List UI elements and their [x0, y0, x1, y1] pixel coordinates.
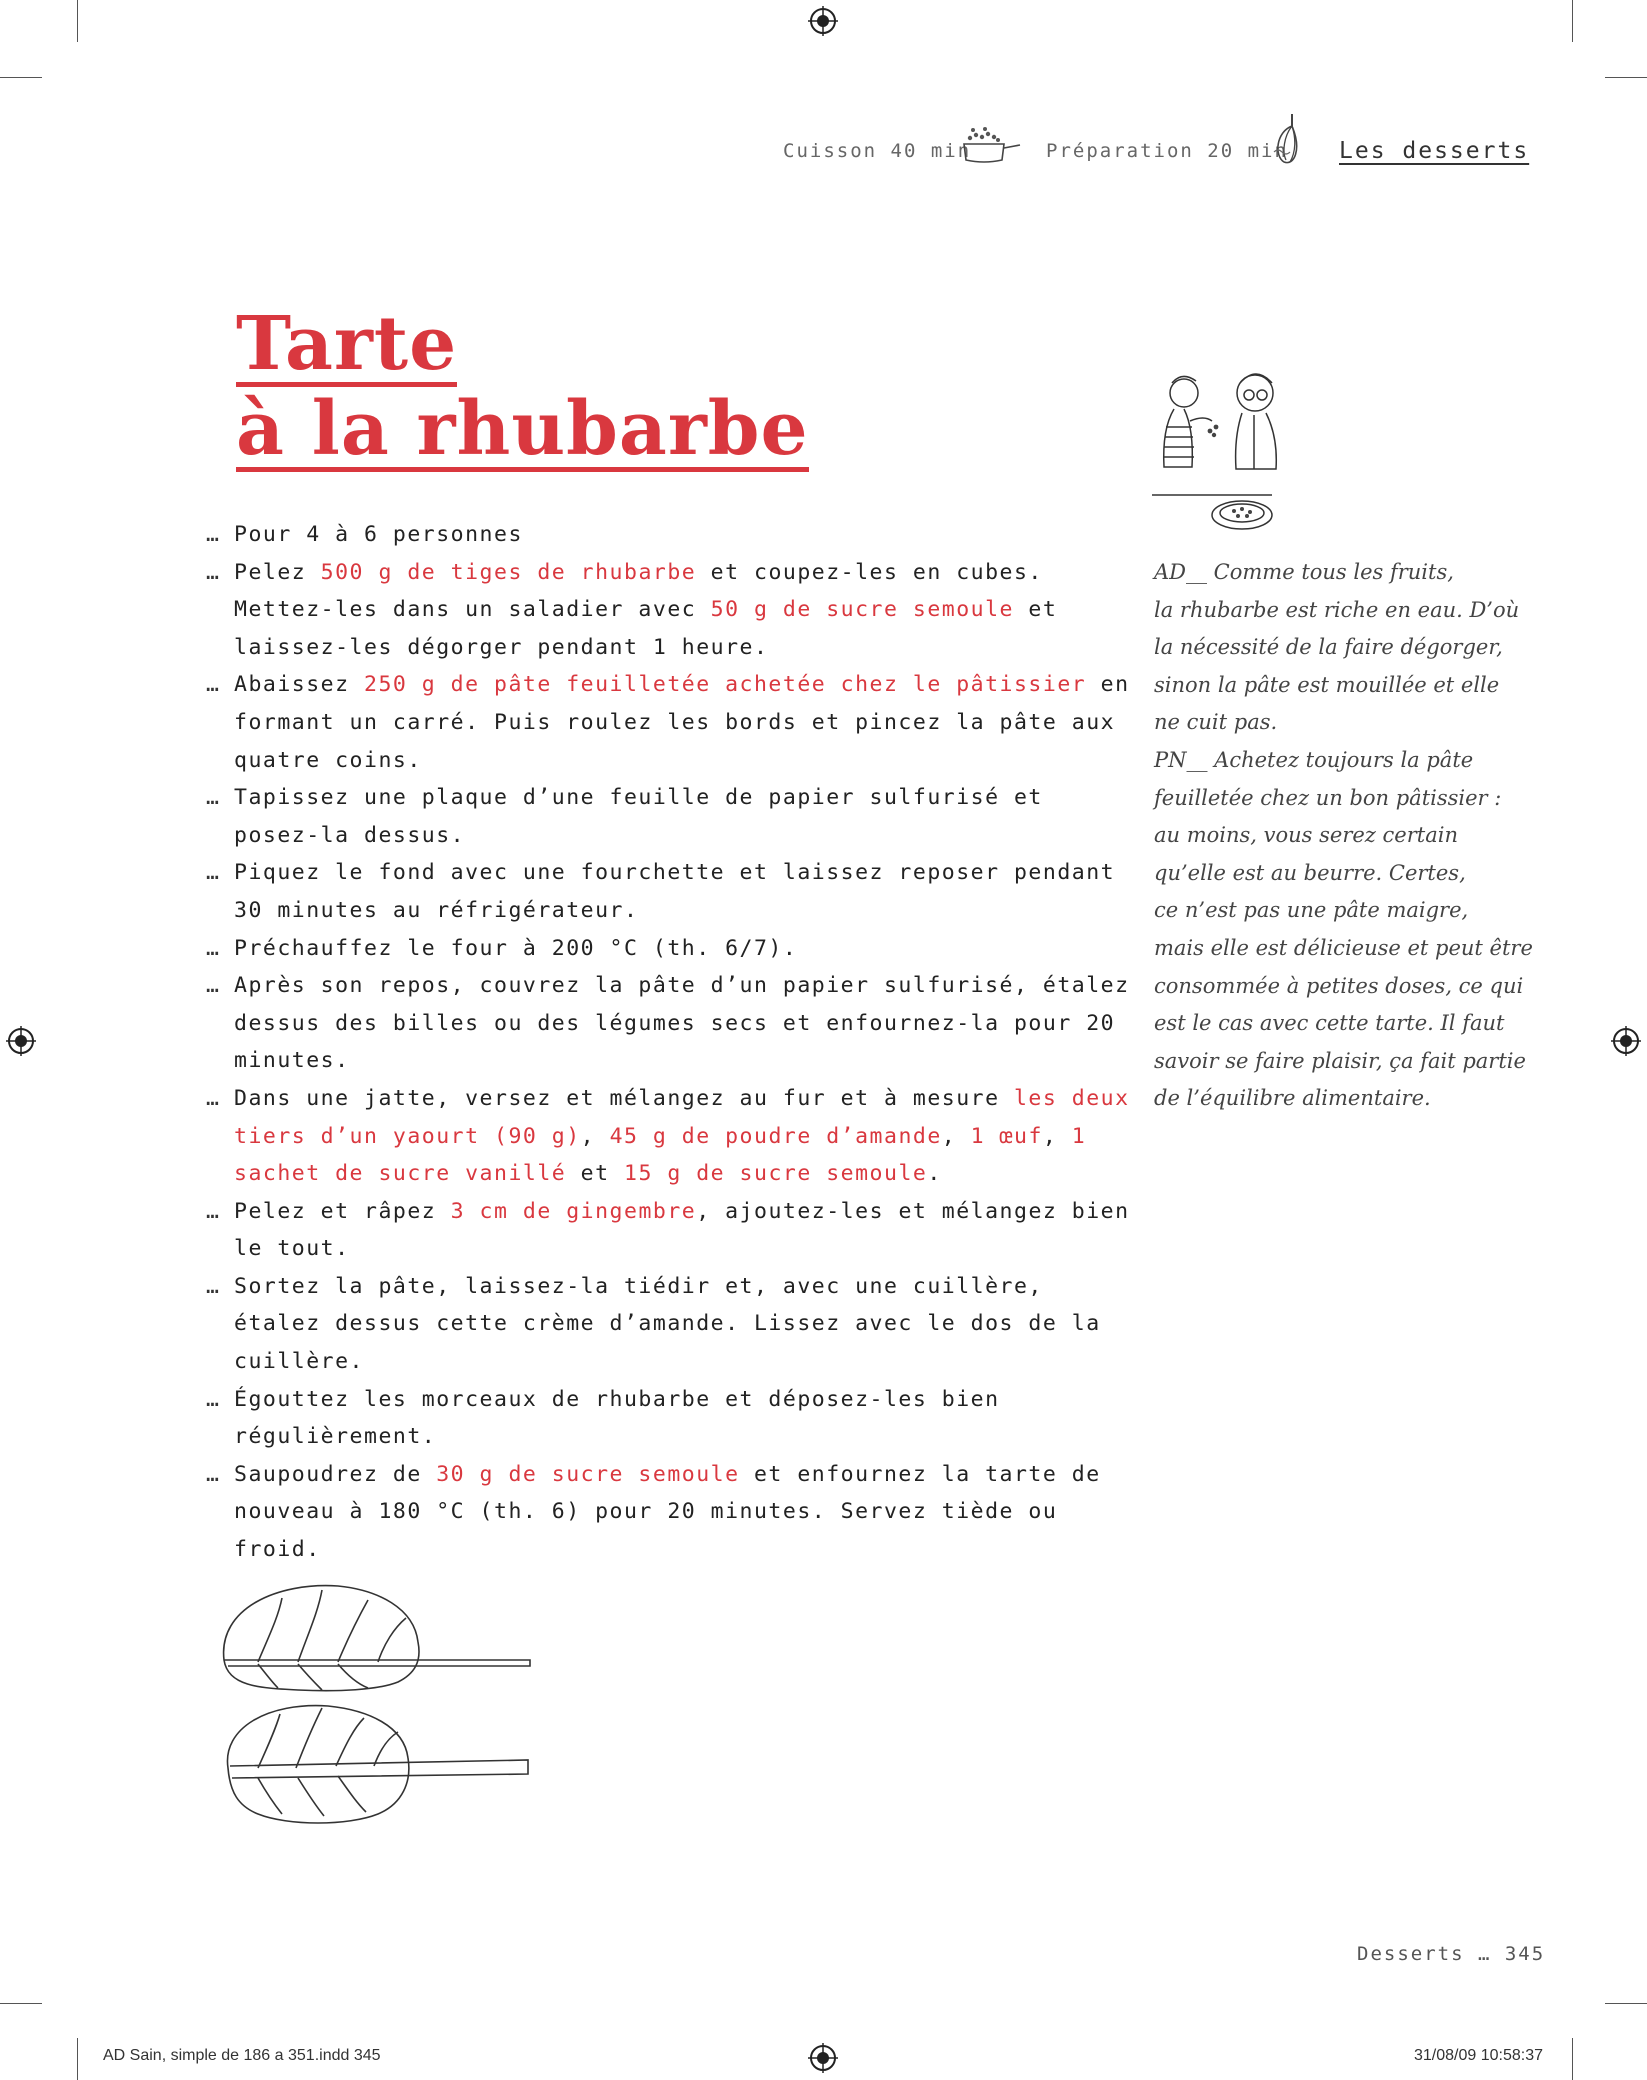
step-text: Après son repos, couvrez la pâte d’un papier sulfurisé, étalez dessus des billes ou des légumes secs et enfournez-la pour 20 minutes. — [234, 973, 1130, 1074]
recipe-step — [206, 967, 1136, 1080]
cooking-time: Cuisson 40 min — [783, 140, 972, 162]
step-bullet: … — [206, 1461, 221, 1487]
recipe-steps — [206, 516, 1136, 1569]
rhubarb-leaves-illustration — [218, 1578, 538, 1838]
crop-mark — [1572, 2038, 1573, 2080]
section-title: Les desserts — [1339, 138, 1530, 164]
note-line: ne cuit pas. — [1154, 710, 1278, 735]
recipe-step — [206, 516, 1136, 554]
step-text: . — [927, 1161, 942, 1187]
ingredient-highlight: 250 g de pâte feuilletée achetée chez le pâtissier — [364, 672, 1087, 698]
pot-icon — [958, 126, 1022, 166]
ingredient-highlight: 1 œuf — [970, 1123, 1043, 1149]
step-text: et laissez-les dégorger pendant 1 heure. — [234, 597, 1058, 660]
registration-mark-icon — [1611, 1026, 1641, 1056]
crop-mark — [1605, 77, 1647, 78]
step-text: en formant un carré. Puis roulez les bords et pincez la pâte aux quatre coins. — [234, 672, 1130, 773]
note-line: consommée à petites doses, ce qui — [1154, 973, 1524, 998]
recipe-step — [206, 1268, 1136, 1381]
note-line: ce n’est pas une pâte maigre, — [1154, 898, 1469, 923]
step-text: , — [580, 1123, 610, 1149]
recipe-step — [206, 779, 1136, 854]
step-bullet: … — [206, 1273, 221, 1299]
step-text: Abaissez — [234, 672, 364, 698]
step-text: Préchauffez le four à 200 °C (th. 6/7). — [234, 935, 798, 961]
note-line: qu’elle est au beurre. Certes, — [1154, 860, 1466, 885]
step-text: Égouttez les morceaux de rhubarbe et déposez-les bien régulièrement. — [234, 1386, 1000, 1450]
recipe-step — [206, 930, 1136, 968]
crop-mark — [1605, 2003, 1647, 2004]
ingredient-highlight: 15 g de sucre semoule — [624, 1161, 928, 1187]
ingredient-highlight: les deux tiers d’un yaourt (90 g) — [234, 1085, 1130, 1149]
step-bullet: … — [206, 1198, 221, 1224]
note-line: de l’équilibre alimentaire. — [1154, 1086, 1431, 1111]
step-bullet: … — [206, 672, 221, 698]
step-bullet: … — [206, 1386, 221, 1412]
characters-illustration — [1150, 365, 1300, 545]
ingredient-highlight: 500 g de tiges de rhubarbe — [320, 559, 697, 585]
step-text: et — [566, 1161, 624, 1187]
crop-mark — [77, 2038, 78, 2080]
recipe-step — [206, 554, 1136, 667]
step-text: Pelez et râpez — [234, 1198, 451, 1224]
note-line: la nécessité de la faire dégorger, — [1154, 635, 1503, 660]
slug-filename: AD Sain, simple de 186 a 351.indd 345 — [103, 2047, 381, 2064]
crop-mark — [1572, 0, 1573, 42]
note-line: AD__ Comme tous les fruits, — [1154, 560, 1454, 584]
ingredient-highlight: 30 g de sucre semoule — [436, 1461, 740, 1487]
registration-mark-icon — [808, 6, 838, 36]
ingredient-highlight: 3 cm de gingembre — [450, 1198, 697, 1224]
step-bullet: … — [206, 973, 221, 999]
title-line-1: Tarte — [236, 301, 458, 387]
crop-mark — [0, 77, 42, 78]
step-bullet: … — [206, 935, 221, 961]
step-bullet: … — [206, 559, 221, 585]
note-line: est le cas avec cette tarte. Il faut — [1154, 1011, 1505, 1036]
recipe-step — [206, 1381, 1136, 1456]
step-text: , ajoutez-les et mélangez bien le tout. — [234, 1198, 1130, 1262]
prep-time: Préparation 20 min — [1046, 140, 1288, 162]
step-text: et coupez-les en cubes. Mettez-les dans un saladier avec — [234, 559, 1043, 623]
crop-mark — [77, 0, 78, 42]
registration-mark-icon — [808, 2043, 838, 2073]
note-line: sinon la pâte est mouillée et elle — [1154, 672, 1500, 697]
recipe-step — [206, 1456, 1136, 1569]
note-line: au moins, vous serez certain — [1154, 823, 1458, 848]
step-text: Sortez la pâte, laissez-la tiédir et, avec une cuillère, étalez dessus cette crème d’amande. Lissez avec le dos de la cuillère. — [234, 1273, 1101, 1375]
step-text: Piquez le fond avec une fourchette et laissez reposer pendant 30 minutes au réfrigérateur. — [234, 860, 1116, 923]
step-bullet: … — [206, 522, 221, 547]
step-text: , — [1042, 1123, 1072, 1149]
step-text: et enfournez la tarte de nouveau à 180 °C (th. 6) pour 20 minutes. Servez tiède ou froid. — [234, 1461, 1101, 1563]
title-line-2: à la rhubarbe — [236, 386, 809, 472]
whisk-icon — [1270, 112, 1304, 166]
step-text: Dans une jatte, versez et mélangez au fur et à mesure — [234, 1085, 1014, 1111]
side-notes — [1154, 554, 1533, 1118]
slug-timestamp: 31/08/09 10:58:37 — [1414, 2047, 1544, 2064]
step-text: Pelez — [234, 559, 321, 585]
step-text: Tapissez une plaque d’une feuille de papier sulfurisé et posez-la dessus. — [234, 785, 1043, 848]
note-line: la rhubarbe est riche en eau. D’où — [1154, 597, 1520, 622]
registration-mark-icon — [6, 1026, 36, 1056]
recipe-step — [206, 854, 1136, 929]
recipe-title — [236, 302, 809, 472]
recipe-step — [206, 1193, 1136, 1268]
ingredient-highlight: 45 g de poudre d’amande — [609, 1123, 942, 1149]
step-text: Saupoudrez de — [234, 1461, 437, 1487]
page-folio: Desserts … 345 — [1357, 1943, 1546, 1965]
step-bullet: … — [206, 1085, 221, 1111]
note-line: mais elle est délicieuse et peut être — [1154, 935, 1533, 960]
step-bullet: … — [206, 860, 221, 886]
step-bullet: … — [206, 785, 221, 811]
note-line: savoir se faire plaisir, ça fait partie — [1154, 1048, 1526, 1073]
ingredient-highlight: 50 g de sucre semoule — [710, 597, 1014, 623]
crop-mark — [0, 2003, 42, 2004]
note-line: PN__ Achetez toujours la pâte — [1154, 747, 1474, 772]
step-text: , — [941, 1123, 971, 1149]
step-text: Pour 4 à 6 personnes — [234, 522, 523, 547]
ingredient-highlight: 1 sachet de sucre vanillé — [234, 1123, 1087, 1187]
note-line: feuilletée chez un bon pâtissier : — [1154, 785, 1502, 810]
recipe-step — [206, 1080, 1136, 1193]
recipe-step — [206, 666, 1136, 779]
